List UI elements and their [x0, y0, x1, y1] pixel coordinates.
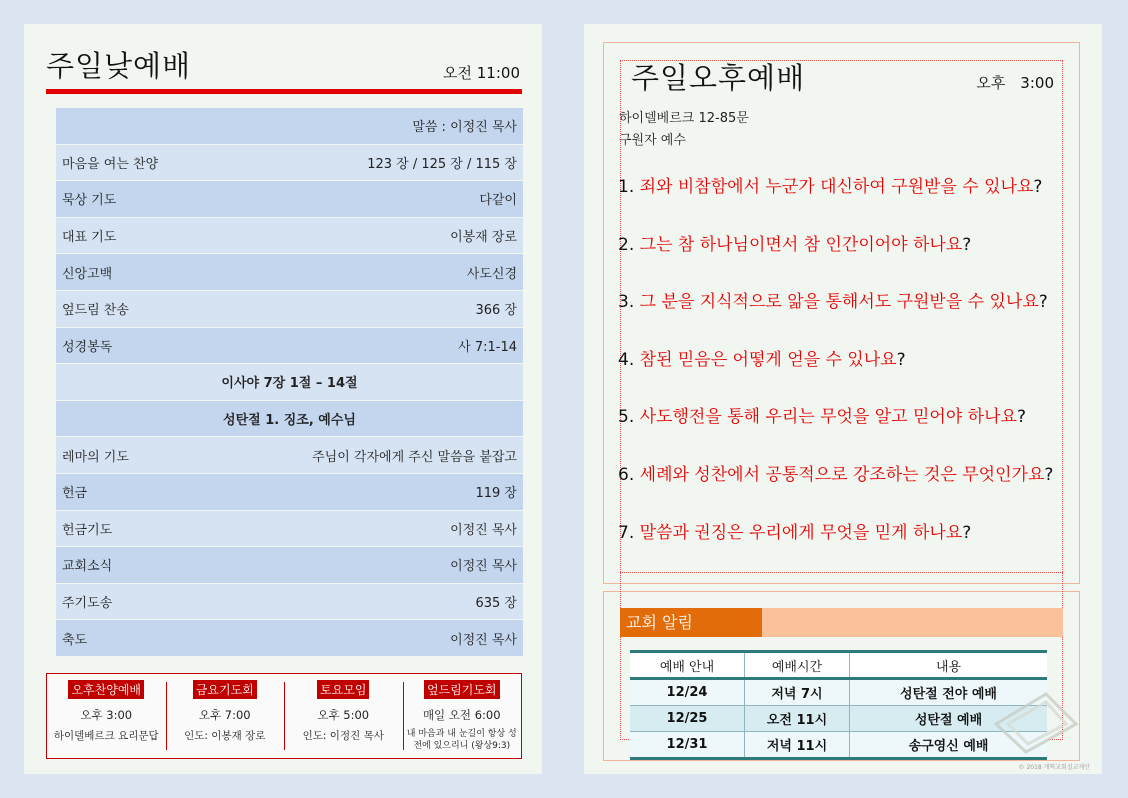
order-label: 레마의 기도	[62, 449, 129, 465]
order-value: 사도신경	[466, 266, 517, 282]
order-label: 주기도송	[62, 596, 113, 612]
order-value: 123 장 / 125 장 / 115 장	[367, 156, 517, 172]
copyright-text: © 2018 개혁교회설교제안	[1018, 764, 1090, 771]
table-cell: 12/25	[630, 706, 745, 732]
meeting-title: 엎드림기도회	[424, 680, 500, 699]
order-row	[56, 474, 523, 510]
question-item	[618, 460, 1098, 518]
afternoon-service-page	[584, 24, 1102, 774]
order-row	[56, 328, 523, 364]
question-mark: ?	[962, 522, 972, 543]
morning-service-page	[24, 24, 542, 774]
order-of-service	[56, 108, 523, 657]
order-value: 이정진 목사	[450, 632, 517, 648]
question-item	[618, 345, 1098, 403]
schedule-table	[630, 650, 1047, 760]
meeting-card	[47, 674, 166, 758]
order-label: 헌금	[62, 486, 88, 502]
table-row	[630, 732, 1047, 759]
order-row	[56, 511, 523, 547]
meeting-time: 오후 5:00	[317, 708, 370, 722]
order-value: 366 장	[475, 303, 517, 319]
order-label: 축도	[62, 632, 88, 648]
question-text: 죄와 비참함에서 누군가 대신하여 구원받을 수 있나요	[639, 177, 1034, 197]
service-time: 오후 3:00	[976, 74, 1054, 92]
order-row	[56, 620, 523, 656]
meeting-title: 금요기도회	[193, 680, 257, 699]
question-number: 3.	[618, 292, 635, 313]
meeting-title: 오후찬양예배	[68, 680, 144, 699]
meeting-detail: 하이델베르크 요리문답	[53, 730, 159, 742]
sermon-title: 성탄절 1. 징조, 예수님	[223, 413, 356, 429]
question-number: 1.	[618, 177, 635, 197]
sermon-preacher-row	[56, 108, 523, 144]
order-row	[56, 181, 523, 217]
meeting-title: 토요모임	[317, 680, 369, 699]
order-label: 대표 기도	[62, 230, 117, 246]
order-label: 성경봉독	[62, 339, 113, 355]
question-number: 2.	[618, 234, 635, 255]
question-number: 7.	[618, 522, 635, 543]
order-value: 이정진 목사	[450, 559, 517, 575]
catechism-topic: 구원자 예수	[619, 133, 686, 148]
question-text: 사도행전을 통해 우리는 무엇을 알고 믿어야 하나요	[639, 407, 1017, 428]
order-row	[56, 437, 523, 473]
table-cell: 성탄절 전야 예배	[850, 679, 1048, 706]
question-item	[618, 402, 1098, 460]
service-time: 오전 11:00	[443, 64, 520, 82]
order-row	[56, 547, 523, 583]
question-item	[618, 172, 1098, 230]
title-underline	[46, 89, 522, 94]
question-item	[618, 287, 1098, 345]
weekly-meetings	[46, 673, 522, 759]
order-label: 헌금기도	[62, 522, 113, 538]
column-header: 내용	[850, 652, 1048, 679]
meeting-detail: 인도: 이봉재 장로	[184, 730, 266, 742]
question-item	[618, 518, 1098, 576]
sermon-preacher: 말씀 : 이정진 목사	[412, 120, 517, 136]
question-text: 참된 믿음은 어떻게 얻을 수 있나요	[639, 349, 897, 370]
question-text: 말씀과 권징은 우리에게 무엇을 믿게 하나요	[639, 522, 963, 543]
table-cell: 송구영신 예배	[850, 732, 1048, 759]
question-number: 5.	[618, 407, 635, 428]
table-cell: 저녁 7시	[745, 679, 850, 706]
question-mark: ?	[1016, 407, 1026, 428]
column-header: 예배시간	[745, 652, 850, 679]
page-title: 주일낮예배	[46, 49, 192, 83]
sermon-title-row	[56, 401, 523, 437]
catechism-range: 하이델베르크 12-85문	[619, 111, 749, 126]
meeting-card	[403, 674, 522, 758]
page-title: 주일오후예배	[631, 61, 806, 95]
meeting-card	[166, 674, 285, 758]
decorative-frame-image	[986, 684, 1082, 754]
meeting-detail: 내 마음과 내 눈길이 항상 성전에 있으리니 (왕상9:3)	[406, 729, 517, 751]
question-mark: ?	[1038, 292, 1048, 313]
order-label: 묵상 기도	[62, 193, 117, 209]
question-list	[618, 172, 1098, 575]
order-row	[56, 145, 523, 181]
order-value: 이봉재 장로	[450, 230, 517, 246]
table-cell: 성탄절 예배	[850, 706, 1048, 732]
question-text: 그는 참 하나님이면서 참 인간이어야 하나요	[639, 234, 963, 255]
table-cell: 저녁 11시	[745, 732, 850, 759]
table-cell: 12/24	[630, 679, 745, 706]
order-row	[56, 584, 523, 620]
order-row	[56, 291, 523, 327]
order-value: 635 장	[475, 596, 517, 612]
notice-header-bar	[620, 608, 1063, 637]
notice-title: 교회 알림	[620, 608, 762, 637]
question-mark: ?	[896, 349, 906, 370]
order-row	[56, 254, 523, 290]
order-label: 교회소식	[62, 559, 113, 575]
order-row	[56, 218, 523, 254]
meeting-time: 오후 3:00	[80, 708, 133, 722]
scripture-title-row	[56, 364, 523, 400]
question-mark: ?	[962, 234, 972, 255]
question-text: 세례와 성찬에서 공통적으로 강조하는 것은 무엇인가요	[639, 464, 1045, 485]
order-value: 119 장	[475, 486, 517, 502]
order-label: 신앙고백	[62, 266, 113, 282]
table-cell: 오전 11시	[745, 706, 850, 732]
meeting-time: 오후 7:00	[198, 708, 251, 722]
question-mark: ?	[1033, 177, 1043, 197]
scripture-title: 이사야 7장 1절 – 14절	[221, 376, 358, 392]
table-cell: 12/31	[630, 732, 745, 759]
question-item	[618, 230, 1098, 288]
question-number: 6.	[618, 464, 635, 485]
meeting-time: 매일 오전 6:00	[422, 708, 501, 722]
column-header: 예배 안내	[630, 652, 745, 679]
catechism-info	[619, 108, 749, 152]
question-text: 그 분을 지식적으로 앎을 통해서도 구원받을 수 있나요	[639, 292, 1039, 313]
order-value: 사 7:1-14	[458, 339, 517, 355]
table-row	[630, 706, 1047, 732]
order-value: 주님이 각자에게 주신 말씀을 붙잡고	[312, 449, 517, 465]
order-value: 다같이	[479, 193, 517, 209]
table-header-row	[630, 652, 1047, 679]
meeting-detail: 인도: 이정진 목사	[302, 730, 384, 742]
meeting-card	[284, 674, 403, 758]
table-row	[630, 679, 1047, 706]
order-label: 마음을 여는 찬양	[62, 156, 159, 172]
order-label: 엎드림 찬송	[62, 303, 129, 319]
question-mark: ?	[1044, 464, 1054, 485]
question-number: 4.	[618, 349, 635, 370]
order-value: 이정진 목사	[450, 522, 517, 538]
